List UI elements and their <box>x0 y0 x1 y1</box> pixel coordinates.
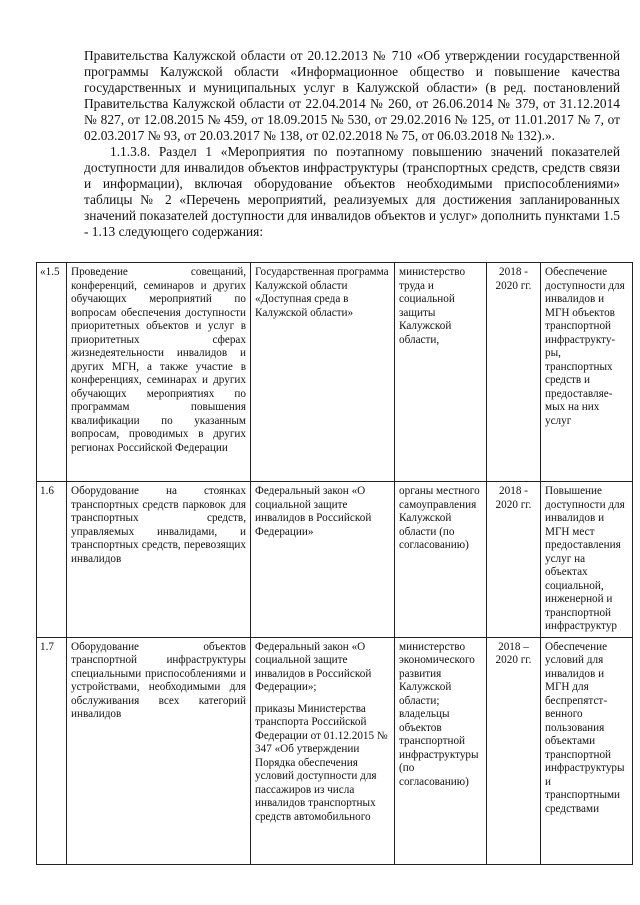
executor-cell: министерство труда и социальной защиты Калужской области, <box>395 263 487 482</box>
intro-paragraph-1: Правительства Калужской области от 20.12.2013 № 710 «Об утверждении государственной программы Калужской области «Информационное общество и повышение качества государственных и муниципальных услуг в Калужской области» (в ред. постановлений Правительства Калужской области от 22.04.2014 № 260, от 26.06.2014 № 379, от 31.12.2014 № 827, от 12.08.2015 № 459, от 18.09.2015 № 530, от 29.02.2016 № 125, от 11.01.2017 № 7, от 02.03.2017 № 93, от 20.03.2017 № 138, от 02.02.2018 № 75, от 06.03.2018 № 132).». <box>84 48 620 143</box>
row-number: «1.5 <box>37 263 67 482</box>
intro-text <box>84 48 620 240</box>
executor-cell <box>395 637 487 864</box>
basis-cell: Федеральный закон «О социальной защите инвалидов в Российской Федерации» <box>251 482 395 638</box>
row-number: 1.7 <box>37 637 67 864</box>
table-row <box>37 637 633 864</box>
intro-paragraph-2: 1.1.3.8. Раздел 1 «Мероприятия по поэтапному повышению значений показателей доступности для инвалидов объектов инфраструктуры (транспортных средств, средств связи и информации), включая оборудование объектов необходимыми приспособлениями» таблицы № 2 «Перечень мероприятий, реализуемых для достижения запланированных значений показателей доступности для инвалидов объектов и услуг» дополнить пунктами 1.5 - 1.13 следующего содержания: <box>84 144 620 239</box>
result-cell: Обеспечение условий для инвалидов и МГН для беспрепятст-венного пользования объектами транспортной инфраструктуры и транспортными средствами <box>541 637 633 864</box>
table-row <box>37 263 633 482</box>
basis-cell: Государственная программа Калужской области «Доступная среда в Калужской области» <box>251 263 395 482</box>
period-cell: 2018 – 2020 гг. <box>487 637 541 864</box>
table-row <box>37 482 633 638</box>
executor-owners: владельцы объектов транспортной инфраструктуры (по согласованию) <box>399 708 479 788</box>
period-cell: 2018 - 2020 гг. <box>487 482 541 638</box>
executor-ministry: министерство экономического развития Калужской области; <box>399 640 475 707</box>
measure-cell: Оборудование объектов транспортной инфраструктуры специальными приспособлениями и устройствами, необходимыми для обслуживания всех категорий инвалидов <box>67 637 251 864</box>
measure-cell: Проведение совещаний, конференций, семинаров и других обучающих мероприятий по вопросам обеспечения доступности приоритетных объектов и услуг в приоритетных сферах жизнедеятельности инвалидов и других МГН, а также участие в конференциях, семинарах и других обучающих мероприятиях по программам повышения квалификации по указанным вопросам, проводимых в других регионах Российской Федерации <box>67 263 251 482</box>
basis-law: Федеральный закон «О социальной защите инвалидов в Российской Федерации»; <box>255 640 372 693</box>
period-cell: 2018 - 2020 гг. <box>487 263 541 482</box>
executor-cell: органы местного самоуправления Калужской области (по согласованию) <box>395 482 487 638</box>
measure-cell: Оборудование на стоянках транспортных средств парковок для транспортных средств, управляемых инвалидами, и транспортных средств, перевозящих инвалидов <box>67 482 251 638</box>
result-cell: Обеспечение доступности для инвалидов и МГН объектов транспортной инфраструкту-ры, транспортных средств и предоставляе-мых на них услуг <box>541 263 633 482</box>
basis-order: приказы Министерства транспорта Российской Федерации от 01.12.2015 № 347 «Об утверждении Порядка обеспечения условий доступности для пассажиров из числа инвалидов транспортных средств автомобильного <box>255 702 388 823</box>
row-number: 1.6 <box>37 482 67 638</box>
measures-table <box>36 262 633 865</box>
basis-cell <box>251 637 395 864</box>
result-cell: Повышение доступности для инвалидов и МГН мест предоставления услуг на объектах социальной, инженерной и транспортной инфраструктур <box>541 482 633 638</box>
